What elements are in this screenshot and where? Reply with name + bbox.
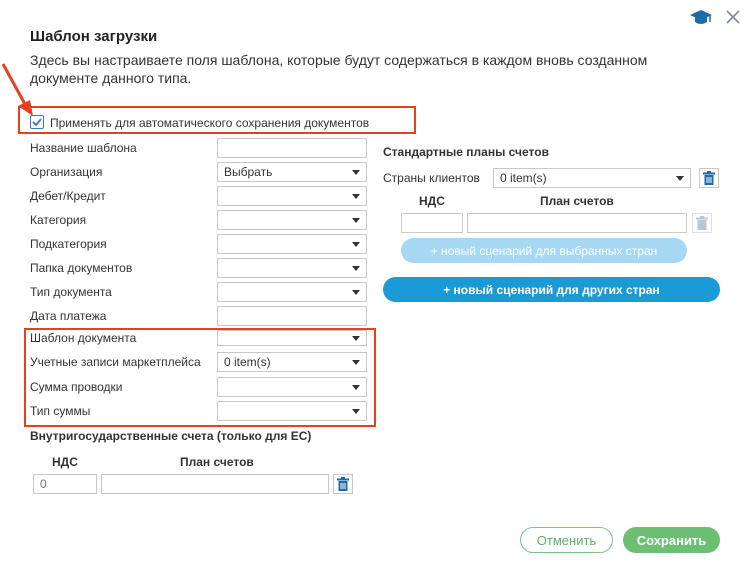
posting-amount-select[interactable] xyxy=(217,377,367,397)
debit-credit-label: Дебет/Кредит xyxy=(30,189,106,203)
organization-value: Выбрать xyxy=(224,165,273,179)
amount-type-label: Тип суммы xyxy=(30,404,91,418)
intrastate-title: Внутригосударственные счета (только для ЕС) xyxy=(30,429,312,443)
checkmark-icon xyxy=(31,116,43,128)
standard-col-plan: План счетов xyxy=(540,194,614,208)
doc-folder-label: Папка документов xyxy=(30,261,133,275)
chevron-down-icon xyxy=(352,266,360,271)
organization-label: Организация xyxy=(30,165,103,179)
payment-date-input[interactable] xyxy=(217,306,367,326)
trash-icon xyxy=(703,171,715,185)
chevron-down-icon xyxy=(352,360,360,365)
template-name-input[interactable] xyxy=(217,138,367,158)
standard-title: Стандартные планы счетов xyxy=(383,145,549,159)
countries-delete-button[interactable] xyxy=(699,168,719,188)
marketplace-accounts-value: 0 item(s) xyxy=(224,355,271,369)
countries-value: 0 item(s) xyxy=(500,171,547,185)
organization-select[interactable] xyxy=(217,162,367,182)
trash-icon xyxy=(696,216,708,230)
dialog-title: Шаблон загрузки xyxy=(30,28,158,45)
chevron-down-icon xyxy=(352,409,360,414)
doc-type-label: Тип документа xyxy=(30,285,112,299)
chevron-down-icon xyxy=(352,385,360,390)
doc-type-select[interactable] xyxy=(217,282,367,302)
chevron-down-icon xyxy=(352,218,360,223)
doc-template-select[interactable] xyxy=(217,330,367,346)
countries-label: Страны клиентов xyxy=(383,171,480,185)
subcategory-select[interactable] xyxy=(217,234,367,254)
intrastate-col-plan: План счетов xyxy=(180,455,254,469)
category-select[interactable] xyxy=(217,210,367,230)
standard-plan-input[interactable] xyxy=(467,213,687,233)
standard-delete-button xyxy=(692,213,712,233)
amount-type-select[interactable] xyxy=(217,401,367,421)
chevron-down-icon xyxy=(676,176,684,181)
auto-save-checkbox[interactable] xyxy=(30,115,44,129)
auto-save-label: Применять для автоматического сохранения документов xyxy=(50,116,370,130)
new-scenario-other-button[interactable]: + новый сценарий для других стран xyxy=(383,277,720,302)
countries-select[interactable] xyxy=(493,168,691,188)
chevron-down-icon xyxy=(352,336,360,341)
close-icon[interactable] xyxy=(724,8,742,26)
chevron-down-icon xyxy=(352,290,360,295)
cancel-button[interactable]: Отменить xyxy=(520,527,613,553)
chevron-down-icon xyxy=(352,242,360,247)
help-academy-icon[interactable] xyxy=(689,8,713,28)
new-scenario-selected-button[interactable]: + новый сценарий для выбранных стран xyxy=(401,238,687,263)
subcategory-label: Подкатегория xyxy=(30,237,107,251)
chevron-down-icon xyxy=(352,194,360,199)
standard-col-vat: НДС xyxy=(419,194,445,208)
save-button[interactable]: Сохранить xyxy=(623,527,720,553)
intrastate-vat-input[interactable]: 0 xyxy=(33,474,97,494)
intrastate-plan-input[interactable] xyxy=(101,474,329,494)
marketplace-accounts-label: Учетные записи маркетплейса xyxy=(30,355,201,369)
trash-icon xyxy=(337,477,349,491)
intrastate-delete-button[interactable] xyxy=(333,474,353,494)
marketplace-accounts-select[interactable] xyxy=(217,352,367,372)
standard-vat-input[interactable] xyxy=(401,213,463,233)
posting-amount-label: Сумма проводки xyxy=(30,380,123,394)
payment-date-label: Дата платежа xyxy=(30,309,107,323)
dialog-description: Здесь вы настраиваете поля шаблона, которые будут содержаться в каждом вновь созданном документе данного типа. xyxy=(30,52,648,86)
doc-folder-select[interactable] xyxy=(217,258,367,278)
category-label: Категория xyxy=(30,213,87,227)
intrastate-col-vat: НДС xyxy=(52,455,78,469)
debit-credit-select[interactable] xyxy=(217,186,367,206)
template-name-label: Название шаблона xyxy=(30,141,137,155)
chevron-down-icon xyxy=(352,170,360,175)
doc-template-label: Шаблон документа xyxy=(30,331,137,345)
